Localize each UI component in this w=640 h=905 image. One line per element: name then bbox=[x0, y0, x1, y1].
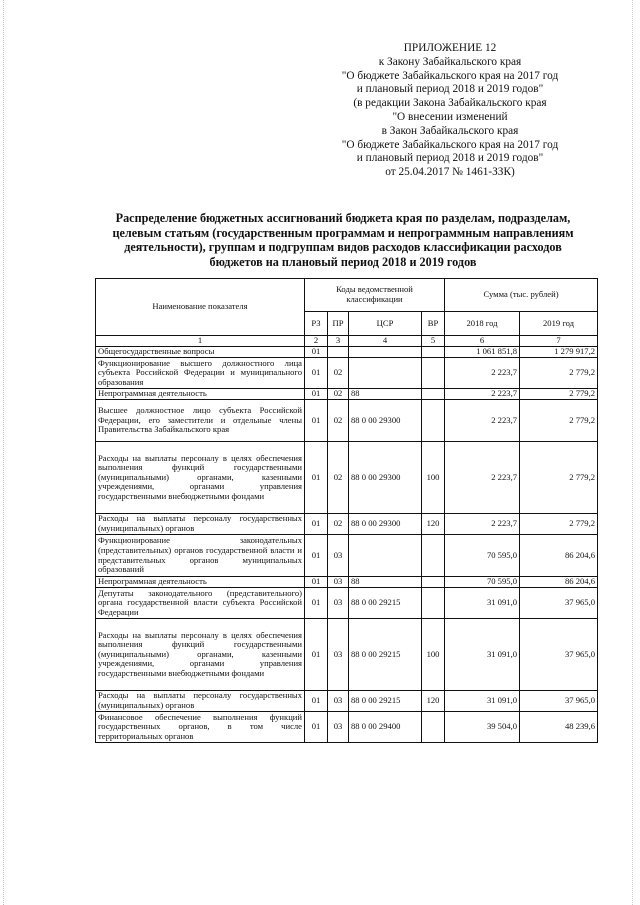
cell-y2019: 86 204,6 bbox=[520, 577, 598, 588]
cell-y2018: 2 223,7 bbox=[445, 400, 520, 442]
cell-pr: 03 bbox=[328, 691, 349, 712]
budget-table bbox=[95, 278, 598, 743]
cell-csr: 88 0 00 29215 bbox=[349, 619, 422, 691]
cell-vr bbox=[422, 712, 445, 743]
document-title: Распределение бюджетных ассигнований бюджета края по разделам, подразделам, целевым статьям (государственным программам и непрограммным направлениям деятельности), группам и подгруппам видов расходов классификации расходов бюджетов на плановый период 2018 и 2019 годов bbox=[112, 211, 574, 269]
col-header-pr: ПР bbox=[328, 312, 349, 336]
cell-rz: 01 bbox=[305, 619, 328, 691]
col-header-2018: 2018 год bbox=[445, 312, 520, 336]
cell-rz: 01 bbox=[305, 358, 328, 389]
cell-y2019: 1 279 917,2 bbox=[520, 347, 598, 358]
header-line: к Закону Забайкальского края bbox=[378, 55, 522, 68]
col-header-sum: Сумма (тыс. рублей) bbox=[445, 279, 598, 312]
cell-y2019: 37 965,0 bbox=[520, 619, 598, 691]
cell-y2018: 2 223,7 bbox=[445, 514, 520, 535]
cell-y2019: 2 779,2 bbox=[520, 514, 598, 535]
cell-pr: 03 bbox=[328, 619, 349, 691]
cell-vr bbox=[422, 577, 445, 588]
scan-edge-left bbox=[3, 0, 5, 905]
cell-name: Функционирование высшего должностного лица субъекта Российской Федерации и муниципального образования bbox=[96, 358, 305, 389]
cell-y2018: 39 504,0 bbox=[445, 712, 520, 743]
column-number: 3 bbox=[328, 336, 349, 347]
cell-y2018: 2 223,7 bbox=[445, 389, 520, 400]
column-number: 7 bbox=[520, 336, 598, 347]
cell-pr bbox=[328, 347, 349, 358]
cell-rz: 01 bbox=[305, 400, 328, 442]
cell-csr: 88 0 00 29300 bbox=[349, 400, 422, 442]
cell-y2019: 48 239,6 bbox=[520, 712, 598, 743]
cell-y2018: 31 091,0 bbox=[445, 619, 520, 691]
cell-y2019: 86 204,6 bbox=[520, 535, 598, 577]
cell-y2019: 2 779,2 bbox=[520, 358, 598, 389]
cell-y2019: 2 779,2 bbox=[520, 389, 598, 400]
header-line: ПРИЛОЖЕНИЕ 12 bbox=[403, 42, 497, 54]
table-row bbox=[96, 577, 598, 588]
header-line: "О бюджете Забайкальского края на 2017 год bbox=[341, 69, 559, 82]
cell-rz: 01 bbox=[305, 514, 328, 535]
cell-name: Расходы на выплаты персоналу в целях обеспечения выполнения функций государственными (муниципальными) органами, казенными учреждениями, органами управления государственными внебюджетными фондами bbox=[96, 619, 305, 691]
header-line: и плановый период 2018 и 2019 годов" bbox=[356, 152, 544, 165]
appendix-header bbox=[300, 42, 600, 180]
cell-csr: 88 0 00 29300 bbox=[349, 442, 422, 514]
table-row bbox=[96, 347, 598, 358]
cell-vr bbox=[422, 588, 445, 619]
header-line: в Закон Забайкальского края bbox=[381, 124, 519, 137]
cell-name: Высшее должностное лицо субъекта Российской Федерации, его заместители и отдельные члены Правительства Забайкальского края bbox=[96, 400, 305, 442]
cell-rz: 01 bbox=[305, 535, 328, 577]
column-number: 1 bbox=[96, 336, 305, 347]
table-row bbox=[96, 588, 598, 619]
cell-csr bbox=[349, 535, 422, 577]
table-row bbox=[96, 514, 598, 535]
cell-csr bbox=[349, 347, 422, 358]
cell-csr: 88 bbox=[349, 389, 422, 400]
table-row bbox=[96, 400, 598, 442]
cell-pr: 03 bbox=[328, 588, 349, 619]
cell-y2019: 2 779,2 bbox=[520, 400, 598, 442]
cell-name: Расходы на выплаты персоналу государственных (муниципальных) органов bbox=[96, 514, 305, 535]
cell-y2019: 37 965,0 bbox=[520, 691, 598, 712]
cell-vr bbox=[422, 535, 445, 577]
cell-name: Расходы на выплаты персоналу в целях обеспечения выполнения функций государственными (муниципальными) органами, казенными учреждениями, органами управления государственными внебюджетными фондами bbox=[96, 442, 305, 514]
column-number: 5 bbox=[422, 336, 445, 347]
cell-rz: 01 bbox=[305, 389, 328, 400]
table-row bbox=[96, 691, 598, 712]
cell-vr: 100 bbox=[422, 619, 445, 691]
table-row bbox=[96, 442, 598, 514]
cell-vr bbox=[422, 400, 445, 442]
cell-y2018: 2 223,7 bbox=[445, 442, 520, 514]
cell-pr: 02 bbox=[328, 358, 349, 389]
cell-name: Непрограммная деятельность bbox=[96, 577, 305, 588]
table-row bbox=[96, 535, 598, 577]
cell-rz: 01 bbox=[305, 442, 328, 514]
cell-y2019: 37 965,0 bbox=[520, 588, 598, 619]
cell-pr: 02 bbox=[328, 400, 349, 442]
header-line: "О бюджете Забайкальского края на 2017 год bbox=[341, 138, 559, 151]
cell-vr bbox=[422, 389, 445, 400]
cell-rz: 01 bbox=[305, 577, 328, 588]
table-row bbox=[96, 712, 598, 743]
header-line: "О внесении изменений bbox=[392, 110, 508, 123]
col-header-2019: 2019 год bbox=[520, 312, 598, 336]
table-row bbox=[96, 389, 598, 400]
cell-vr: 120 bbox=[422, 691, 445, 712]
cell-name: Финансовое обеспечение выполнения функций государственных органов, в том числе территориальных органов bbox=[96, 712, 305, 743]
column-number: 4 bbox=[349, 336, 422, 347]
cell-y2018: 1 061 851,8 bbox=[445, 347, 520, 358]
cell-csr: 88 0 00 29215 bbox=[349, 588, 422, 619]
cell-rz: 01 bbox=[305, 712, 328, 743]
column-number: 6 bbox=[445, 336, 520, 347]
cell-name: Общегосударственные вопросы bbox=[96, 347, 305, 358]
col-header-rz: РЗ bbox=[305, 312, 328, 336]
cell-pr: 02 bbox=[328, 442, 349, 514]
cell-name: Расходы на выплаты персоналу государственных (муниципальных) органов bbox=[96, 691, 305, 712]
cell-y2019: 2 779,2 bbox=[520, 442, 598, 514]
cell-pr: 02 bbox=[328, 389, 349, 400]
cell-rz: 01 bbox=[305, 691, 328, 712]
cell-y2018: 70 595,0 bbox=[445, 535, 520, 577]
cell-vr: 120 bbox=[422, 514, 445, 535]
table-row bbox=[96, 619, 598, 691]
col-header-name: Наименование показателя bbox=[96, 279, 305, 336]
cell-pr: 02 bbox=[328, 514, 349, 535]
cell-name: Депутаты законодательного (представительного) органа государственной власти субъекта Российской Федерации bbox=[96, 588, 305, 619]
cell-csr bbox=[349, 358, 422, 389]
cell-y2018: 31 091,0 bbox=[445, 691, 520, 712]
cell-rz: 01 bbox=[305, 347, 328, 358]
column-numbers-row bbox=[96, 336, 598, 347]
cell-name: Непрограммная деятельность bbox=[96, 389, 305, 400]
cell-y2018: 31 091,0 bbox=[445, 588, 520, 619]
cell-y2018: 2 223,7 bbox=[445, 358, 520, 389]
cell-csr: 88 0 00 29400 bbox=[349, 712, 422, 743]
column-number: 2 bbox=[305, 336, 328, 347]
cell-rz: 01 bbox=[305, 588, 328, 619]
header-line: от 25.04.2017 № 1461-ЗЗК) bbox=[385, 166, 515, 179]
cell-vr bbox=[422, 347, 445, 358]
cell-vr: 100 bbox=[422, 442, 445, 514]
col-header-vr: ВР bbox=[422, 312, 445, 336]
col-header-codes: Коды ведомственной классификации bbox=[305, 279, 445, 312]
cell-csr: 88 0 00 29300 bbox=[349, 514, 422, 535]
header-line: (в редакции Закона Забайкальского края bbox=[353, 97, 547, 110]
cell-csr: 88 0 00 29215 bbox=[349, 691, 422, 712]
table-row bbox=[96, 358, 598, 389]
cell-pr: 03 bbox=[328, 577, 349, 588]
cell-pr: 03 bbox=[328, 535, 349, 577]
cell-pr: 03 bbox=[328, 712, 349, 743]
cell-vr bbox=[422, 358, 445, 389]
col-header-csr: ЦСР bbox=[349, 312, 422, 336]
cell-name: Функционирование законодательных (представительных) органов государственной власти и представительных органов муниципальных образований bbox=[96, 535, 305, 577]
cell-csr: 88 bbox=[349, 577, 422, 588]
cell-y2018: 70 595,0 bbox=[445, 577, 520, 588]
scan-edge-right bbox=[632, 0, 634, 905]
header-line: и плановый период 2018 и 2019 годов" bbox=[356, 83, 544, 96]
